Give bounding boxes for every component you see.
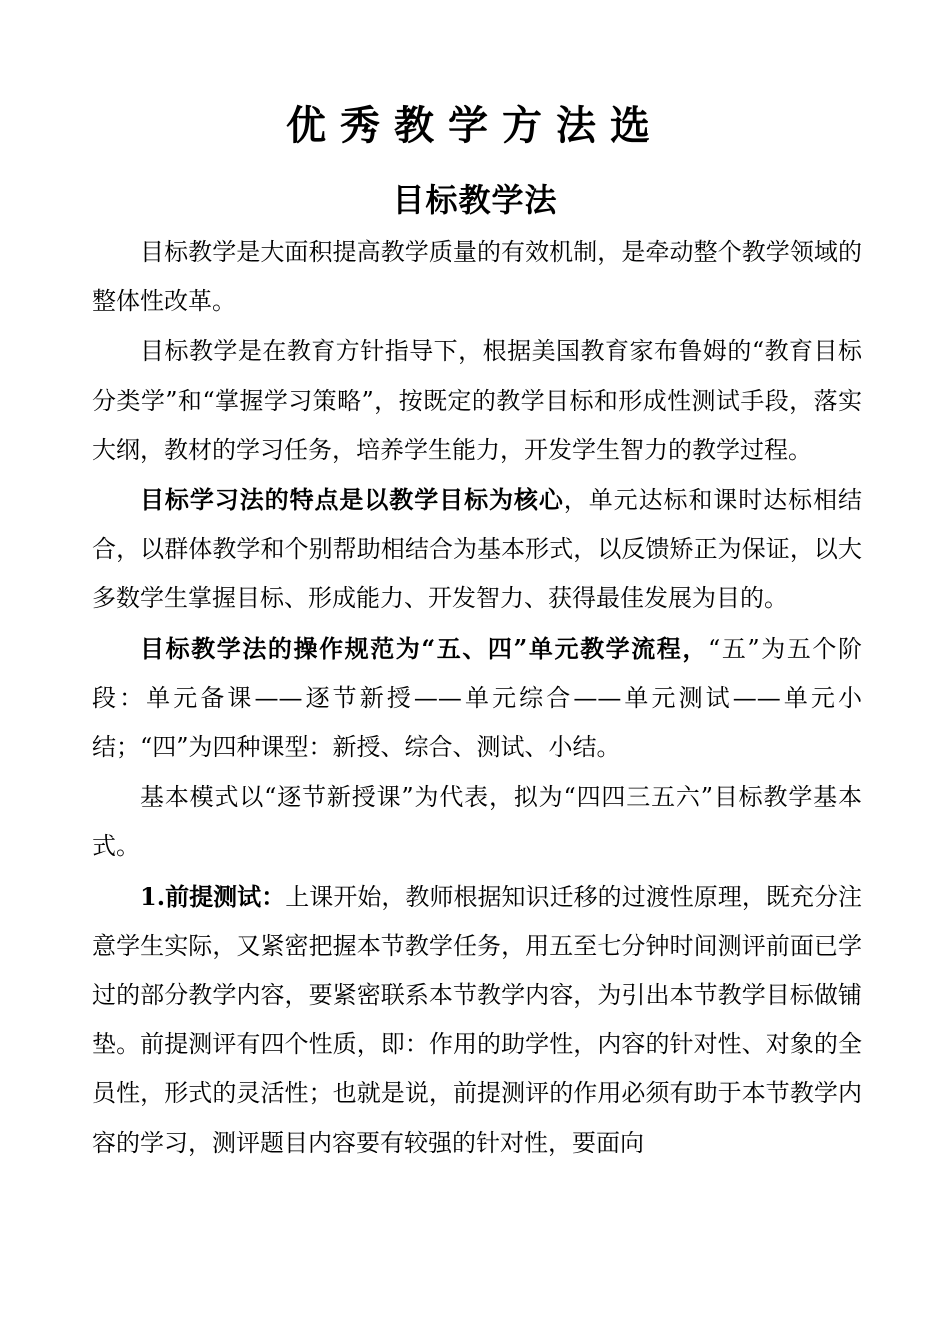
body-text [92,227,862,1168]
paragraph-text: “五”为五个阶段：单元备课——逐节新授——单元综合——单元测试——单元小结；“四”为四种课型：新授、综合、测试、小结。 [92,634,862,762]
paragraph-text: 目标教学是在教育方针指导下，根据美国教育家布鲁姆的“教育目标分类学”和“掌握学习策略”，按既定的教学目标和形成性测试手段，落实大纲，教材的学习任务，培养学生能力，开发学生智力的教学过程。 [92,337,862,464]
paragraph [92,326,862,475]
paragraph [92,872,862,1168]
paragraph [92,772,862,871]
paragraph [92,227,862,326]
section-heading: 目标教学法 [392,181,558,219]
paragraph-text: 目标教学是大面积提高教学质量的有效机制，是牵动整个教学领域的整体性改革。 [92,238,862,316]
paragraph [92,624,862,773]
paragraph-text: 上课开始，教师根据知识迁移的过渡性原理，既充分注意学生实际，又紧密把握本节教学任务，用五至七分钟时间测评前面已学过的部分教学内容，要紧密联系本节教学内容，为引出本节教学目标做铺垫。前提测评有四个性质，即：作用的助学性，内容的针对性、对象的全员性，形式的灵活性；也就是说，前提测评的作用必须有助于本节教学内容的学习，测评题目内容要有较强的针对性，要面向 [92,882,862,1157]
paragraph [92,475,862,624]
paragraph-bold-lead: 目标教学法的操作规范为“五、四”单元教学流程， [140,633,708,663]
paragraph-bold-lead: 1.前提测试： [140,881,286,911]
paragraph-text: ，单元达标和课时达标相结合，以群体教学和个别帮助相结合为基本形式，以反馈矫正为保证，以大多数学生掌握目标、形成能力、开发智力、获得最佳发展为目的。 [92,486,863,613]
paragraph-bold-lead: 目标学习法的特点是以教学目标为核心 [140,485,564,515]
document-title: 优秀教学方法选 [286,102,664,149]
paragraph-text: 基本模式以“逐节新授课”为代表，拟为“四四三五六”目标教学基本式。 [92,783,862,861]
